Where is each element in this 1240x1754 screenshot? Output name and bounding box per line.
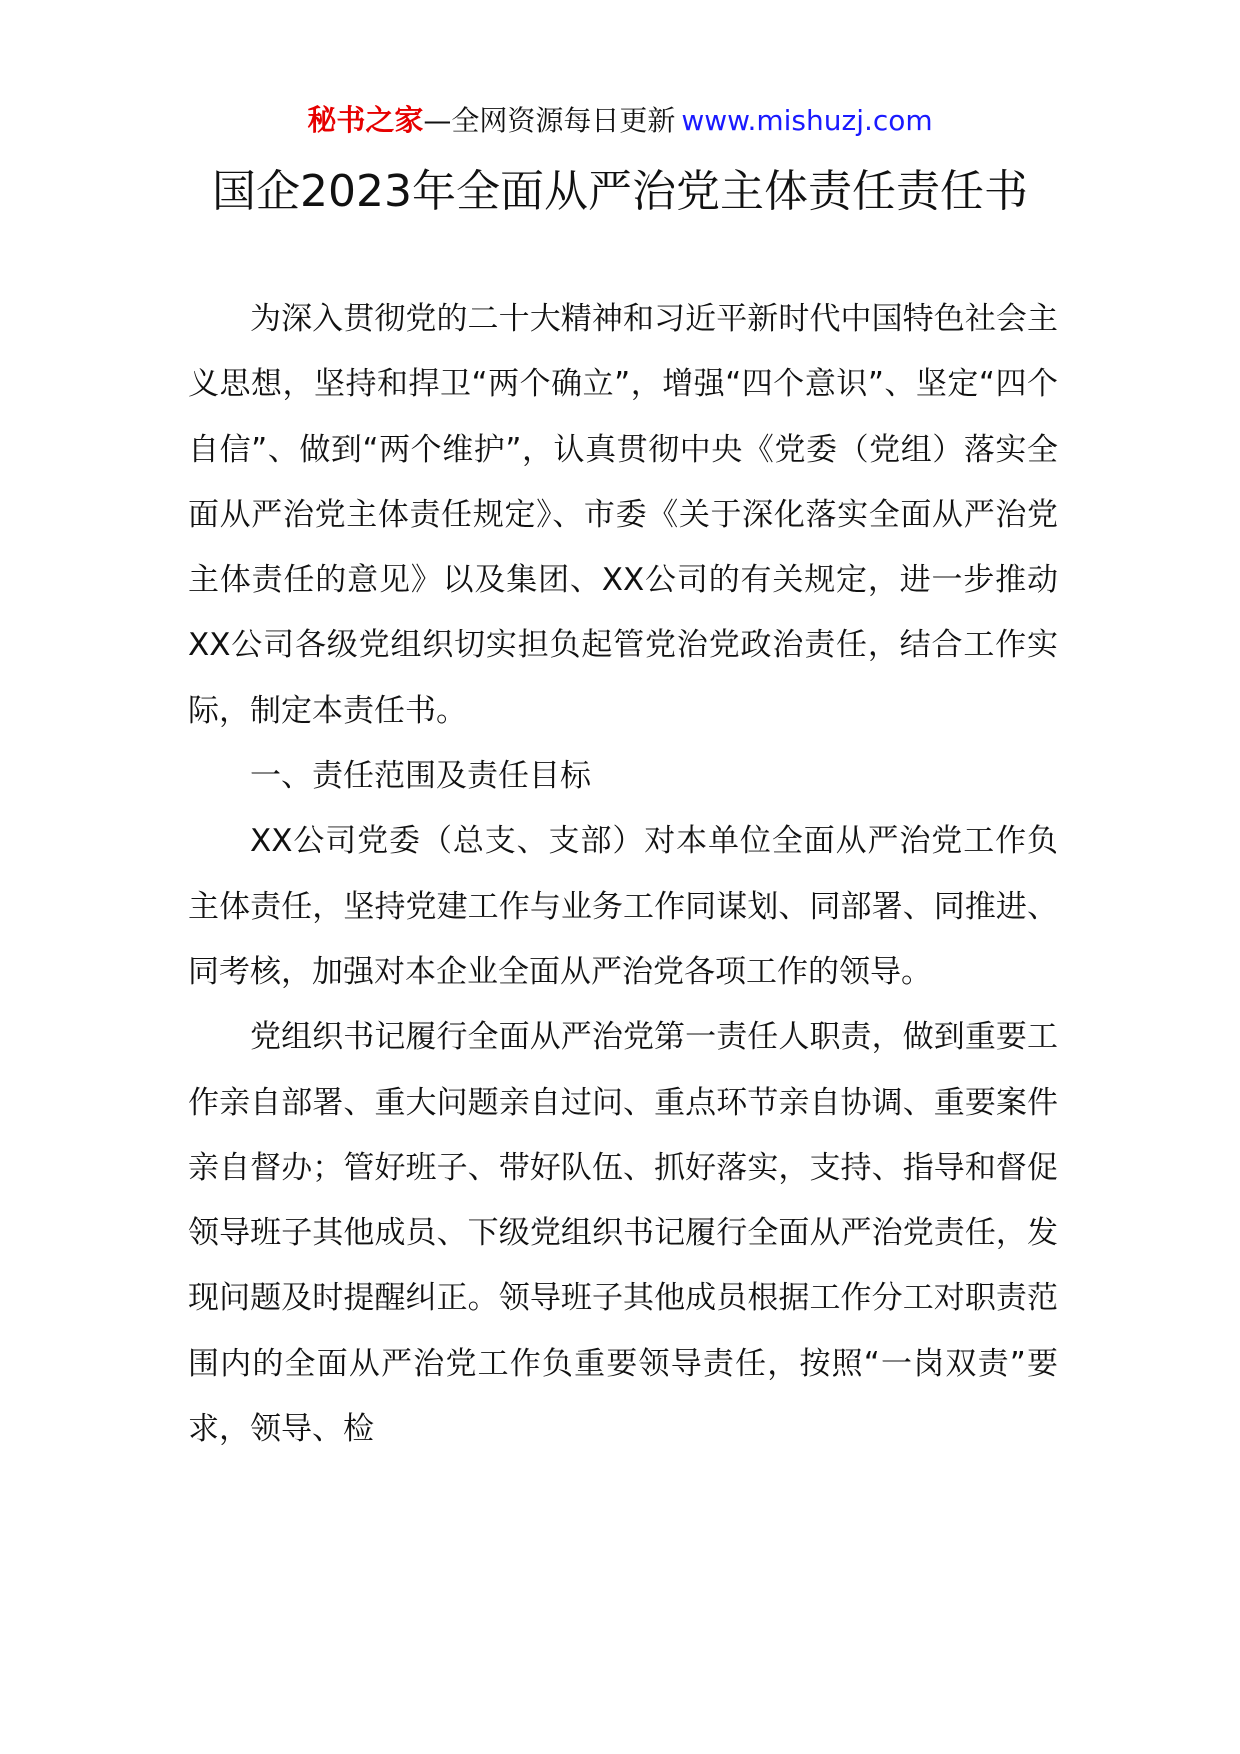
brand-name: 秘书之家 — [307, 103, 424, 137]
document-body — [188, 287, 1058, 1462]
site-tagline: —全网资源每日更新 — [423, 104, 676, 137]
site-header — [0, 100, 1240, 141]
paragraph-intro: 为深入贯彻党的二十大精神和习近平新时代中国特色社会主义思想，坚持和捍卫“两个确立”，增强“四个意识”、坚定“四个自信”、做到“两个维护”，认真贯彻中央《党委（党组）落实全面从严治党主体责任规定》、市委《关于深化落实全面从严治党主体责任的意见》以及集团、XX公司的有关规定，进一步推动XX公司各级党组织切实担负起管党治党政治责任，结合工作实际，制定本责任书。 — [188, 301, 1058, 729]
document-title: 国企2023年全面从严治党主体责任责任书 — [212, 166, 1028, 217]
paragraph-scope: XX公司党委（总支、支部）对本单位全面从严治党工作负主体责任，坚持党建工作与业务工作同谋划、同部署、同推进、同考核，加强对本企业全面从严治党各项工作的领导。 — [188, 823, 1058, 990]
paragraph-secretary-duties: 党组织书记履行全面从严治党第一责任人职责，做到重要工作亲自部署、重大问题亲自过问、重点环节亲自协调、重要案件亲自督办；管好班子、带好队伍、抓好落实，支持、指导和督促领导班子其他成员、下级党组织书记履行全面从严治党责任，发现问题及时提醒纠正。领导班子其他成员根据工作分工对职责范围内的全面从严治党工作负重要领导责任，按照“一岗双责”要求，领导、检 — [188, 1019, 1058, 1448]
section-heading-1: 一、责任范围及责任目标 — [250, 758, 591, 795]
site-url-link[interactable]: www.mishuzj.com — [681, 104, 933, 137]
